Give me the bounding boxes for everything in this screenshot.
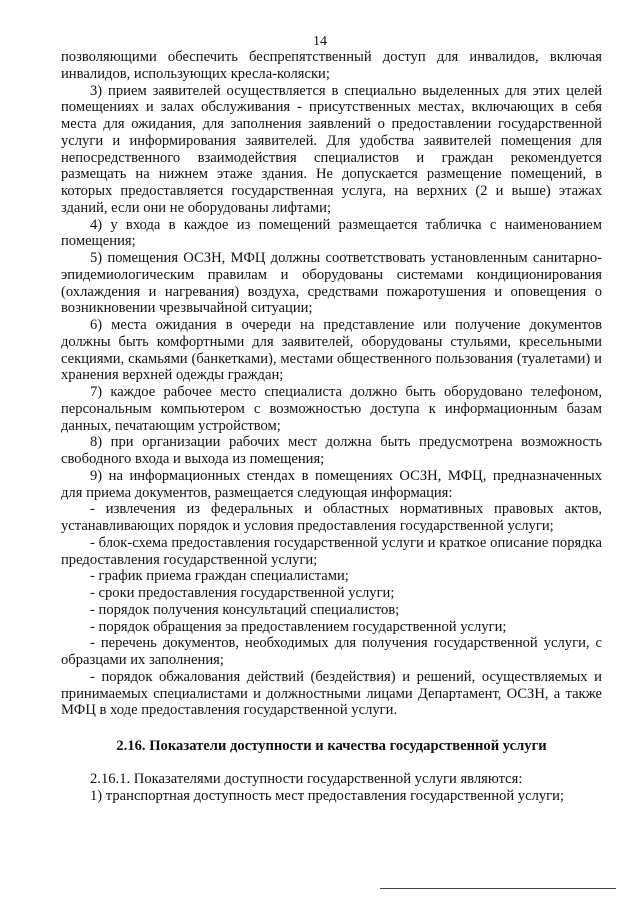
paragraph-item-6: 6) места ожидания в очереди на представление или получение документов должны быть комфортными для заявителей, оборудованы стульями, кресельными секциями, скамьями (банкетками), местами общественного пользования (туалетами) и хранения верхней одежды граждан; <box>61 317 602 384</box>
paragraph-item-4: 4) у входа в каждое из помещений размещается табличка с наименованием помещения; <box>61 216 602 250</box>
paragraph-item-5: 5) помещения ОСЗН, МФЦ должны соответствовать установленным санитарно-эпидемиологическим правилам и оборудованы системами кондиционирования (охлаждения и нагревания) воздуха, средствами пожаротушения и оповещения о возникновении чрезвычайной ситуации; <box>61 250 602 317</box>
paragraph-continuation: позволяющими обеспечить беспрепятственный доступ для инвалидов, включая инвалидов, использующих кресла-коляски; <box>61 49 602 82</box>
list-item: - график приема граждан специалистами; <box>90 568 349 585</box>
list-item: - порядок обращения за предоставлением государственной услуги; <box>90 618 507 635</box>
list-item: - извлечения из федеральных и областных нормативных правовых актов, устанавливающих порядок и условия предоставления государственной услуги; <box>61 501 602 534</box>
section-paragraph: 1) транспортная доступность мест предоставления государственной услуги; <box>90 787 565 804</box>
section-paragraph: 2.16.1. Показателями доступности государственной услуги являются: <box>90 770 523 787</box>
list-item: - сроки предоставления государственной услуги; <box>90 585 395 601</box>
paragraph-item-7: 7) каждое рабочее место специалиста должно быть оборудовано телефоном, персональным компьютером с возможностью доступа к информационным базам данных, печатающим устройством; <box>61 384 602 434</box>
paragraph-item-3: 3) прием заявителей осуществляется в специально выделенных для этих целей помещениях и залах обслуживания - присутственных местах, включающих в себя места для ожидания, для заполнения заявлений о предоставлении государственной услуги и информирования заявителей. Для удобства заявителей помещения для непосредственного взаимодействия специалистов и граждан рекомендуется размещать на нижнем этаже здания. Не допускается размещение помещений, в которых предоставляется государственная услуга, на верхних (2 и выше) этажах зданий, если они не оборудованы лифтами; <box>61 82 602 216</box>
section-heading: 2.16. Показатели доступности и качества государственной услуги <box>116 738 547 754</box>
list-item: - порядок получения консультаций специалистов; <box>90 601 400 618</box>
list-item: - блок-схема предоставления государственной услуги и краткое описание порядка предоставления государственной услуги; <box>61 534 602 568</box>
page-number: 14 <box>313 34 327 49</box>
paragraph-item-8: 8) при организации рабочих мест должна быть предусмотрена возможность свободного входа и выхода из помещения; <box>61 434 602 467</box>
list-item: - перечень документов, необходимых для получения государственной услуги, с образцами их заполнения; <box>61 635 602 668</box>
list-item: - порядок обжалования действий (бездействия) и решений, осуществляемых и принимаемых специалистами и должностными лицами Департамент, ОСЗН, а также МФЦ в ходе предоставления государственной услуги. <box>61 668 602 719</box>
document-body <box>61 49 602 804</box>
paragraph-item-9: 9) на информационных стендах в помещениях ОСЗН, МФЦ, предназначенных для приема документов, размещается следующая информация: <box>61 467 602 501</box>
footer-rule <box>380 888 616 889</box>
